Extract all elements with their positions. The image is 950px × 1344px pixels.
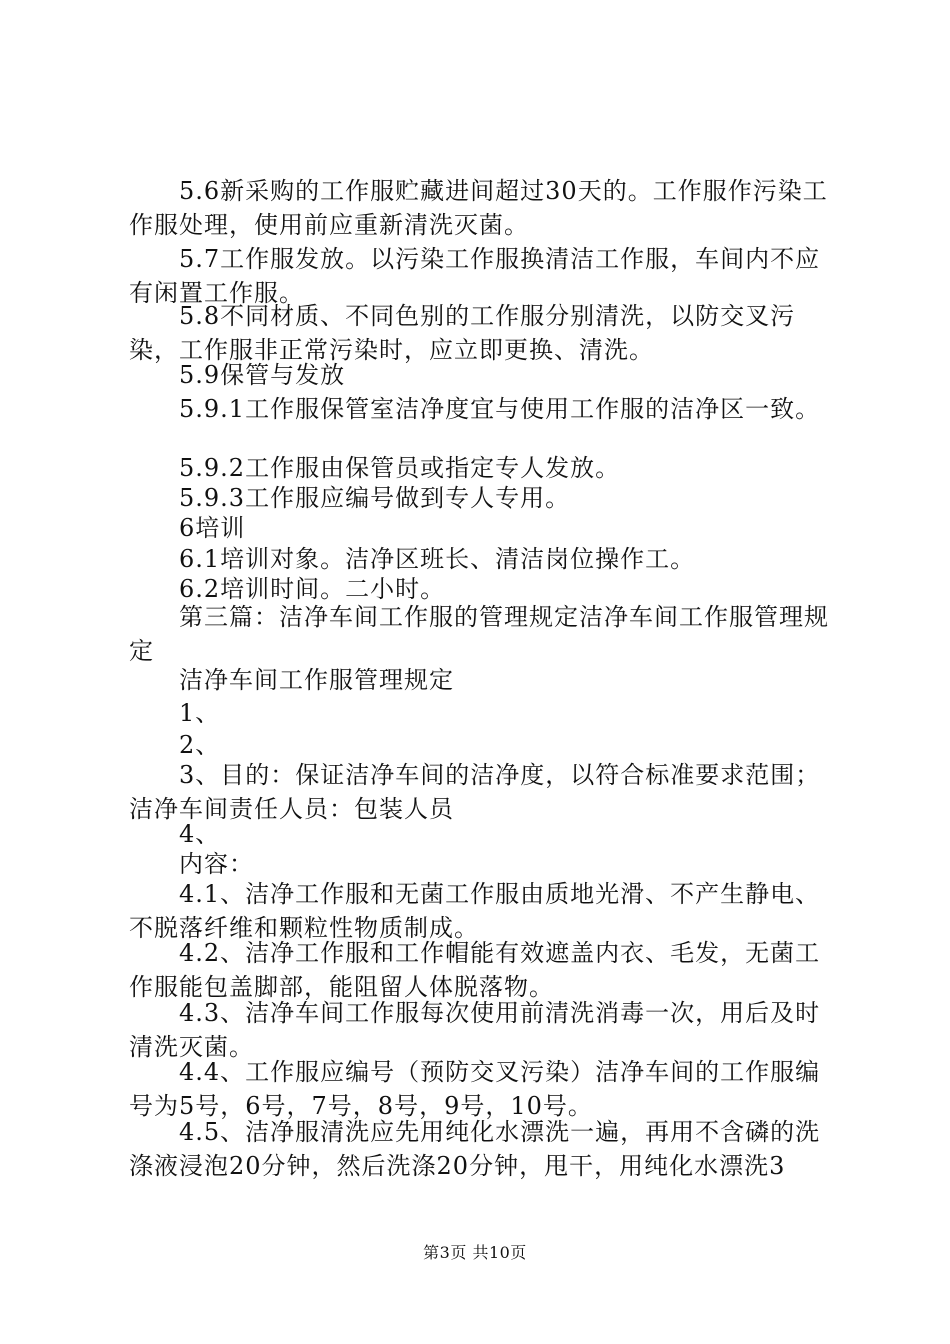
paragraph-4-2: 4.2、洁净工作服和工作帽能有效遮盖内衣、毛发，无菌工作服能包盖脚部，能阻留人体脱落物。: [129, 939, 821, 1001]
content-heading: 内容：: [129, 850, 254, 878]
paragraph-5-9: 5.9保管与发放: [129, 361, 346, 389]
paragraph-6-1: 6.1培训对象。洁净区班长、清洁岗位操作工。: [129, 545, 696, 573]
paragraph-5-9-3: 5.9.3工作服应编号做到专人专用。: [129, 484, 571, 512]
item-3-purpose: 3、目的：保证洁净车间的洁净度，以符合标准要求范围；洁净车间责任人员：包装人员: [129, 761, 821, 823]
page-number-footer: 第3页 共10页: [423, 1243, 527, 1262]
paragraph-5-7: 5.7工作服发放。以污染工作服换清洁工作服，车间内不应有闲置工作服。: [129, 245, 821, 307]
item-2: 2、: [129, 731, 221, 759]
paragraph-4-1: 4.1、洁净工作服和无菌工作服由质地光滑、不产生静电、不脱落纤维和颗粒性物质制成。: [129, 880, 821, 942]
paragraph-4-4: 4.4、工作服应编号（预防交叉污染）洁净车间的工作服编号为5号，6号，7号，8号，9号，10号。: [129, 1058, 821, 1120]
paragraph-5-9-2: 5.9.2工作服由保管员或指定专人发放。: [129, 454, 621, 482]
paragraph-5-8: 5.8不同材质、不同色别的工作服分别清洗，以防交叉污染，工作服非正常污染时，应立即更换、清洗。: [129, 302, 796, 364]
paragraph-6: 6培训: [129, 514, 246, 542]
paragraph-5-6: 5.6新采购的工作服贮藏进间超过30天的。工作服作污染工作服处理，使用前应重新清洗灭菌。: [129, 177, 828, 239]
item-1: 1、: [129, 699, 221, 727]
paragraph-4-3: 4.3、洁净车间工作服每次使用前清洗消毒一次，用后及时清洗灭菌。: [129, 999, 821, 1061]
paragraph-4-5: 4.5、洁净服清洗应先用纯化水漂洗一遍，再用不含磷的洗涤液浸泡20分钟，然后洗涤20分钟，甩干，用纯化水漂洗3: [129, 1118, 821, 1180]
item-4: 4、: [129, 820, 221, 848]
document-title: 洁净车间工作服管理规定: [129, 666, 454, 694]
paragraph-6-2: 6.2培训时间。二小时。: [129, 575, 446, 603]
paragraph-5-9-1: 5.9.1工作服保管室洁净度宜与使用工作服的洁净区一致。: [129, 395, 821, 423]
section-heading-part-3: 第三篇：洁净车间工作服的管理规定洁净车间工作服管理规定: [129, 603, 829, 665]
